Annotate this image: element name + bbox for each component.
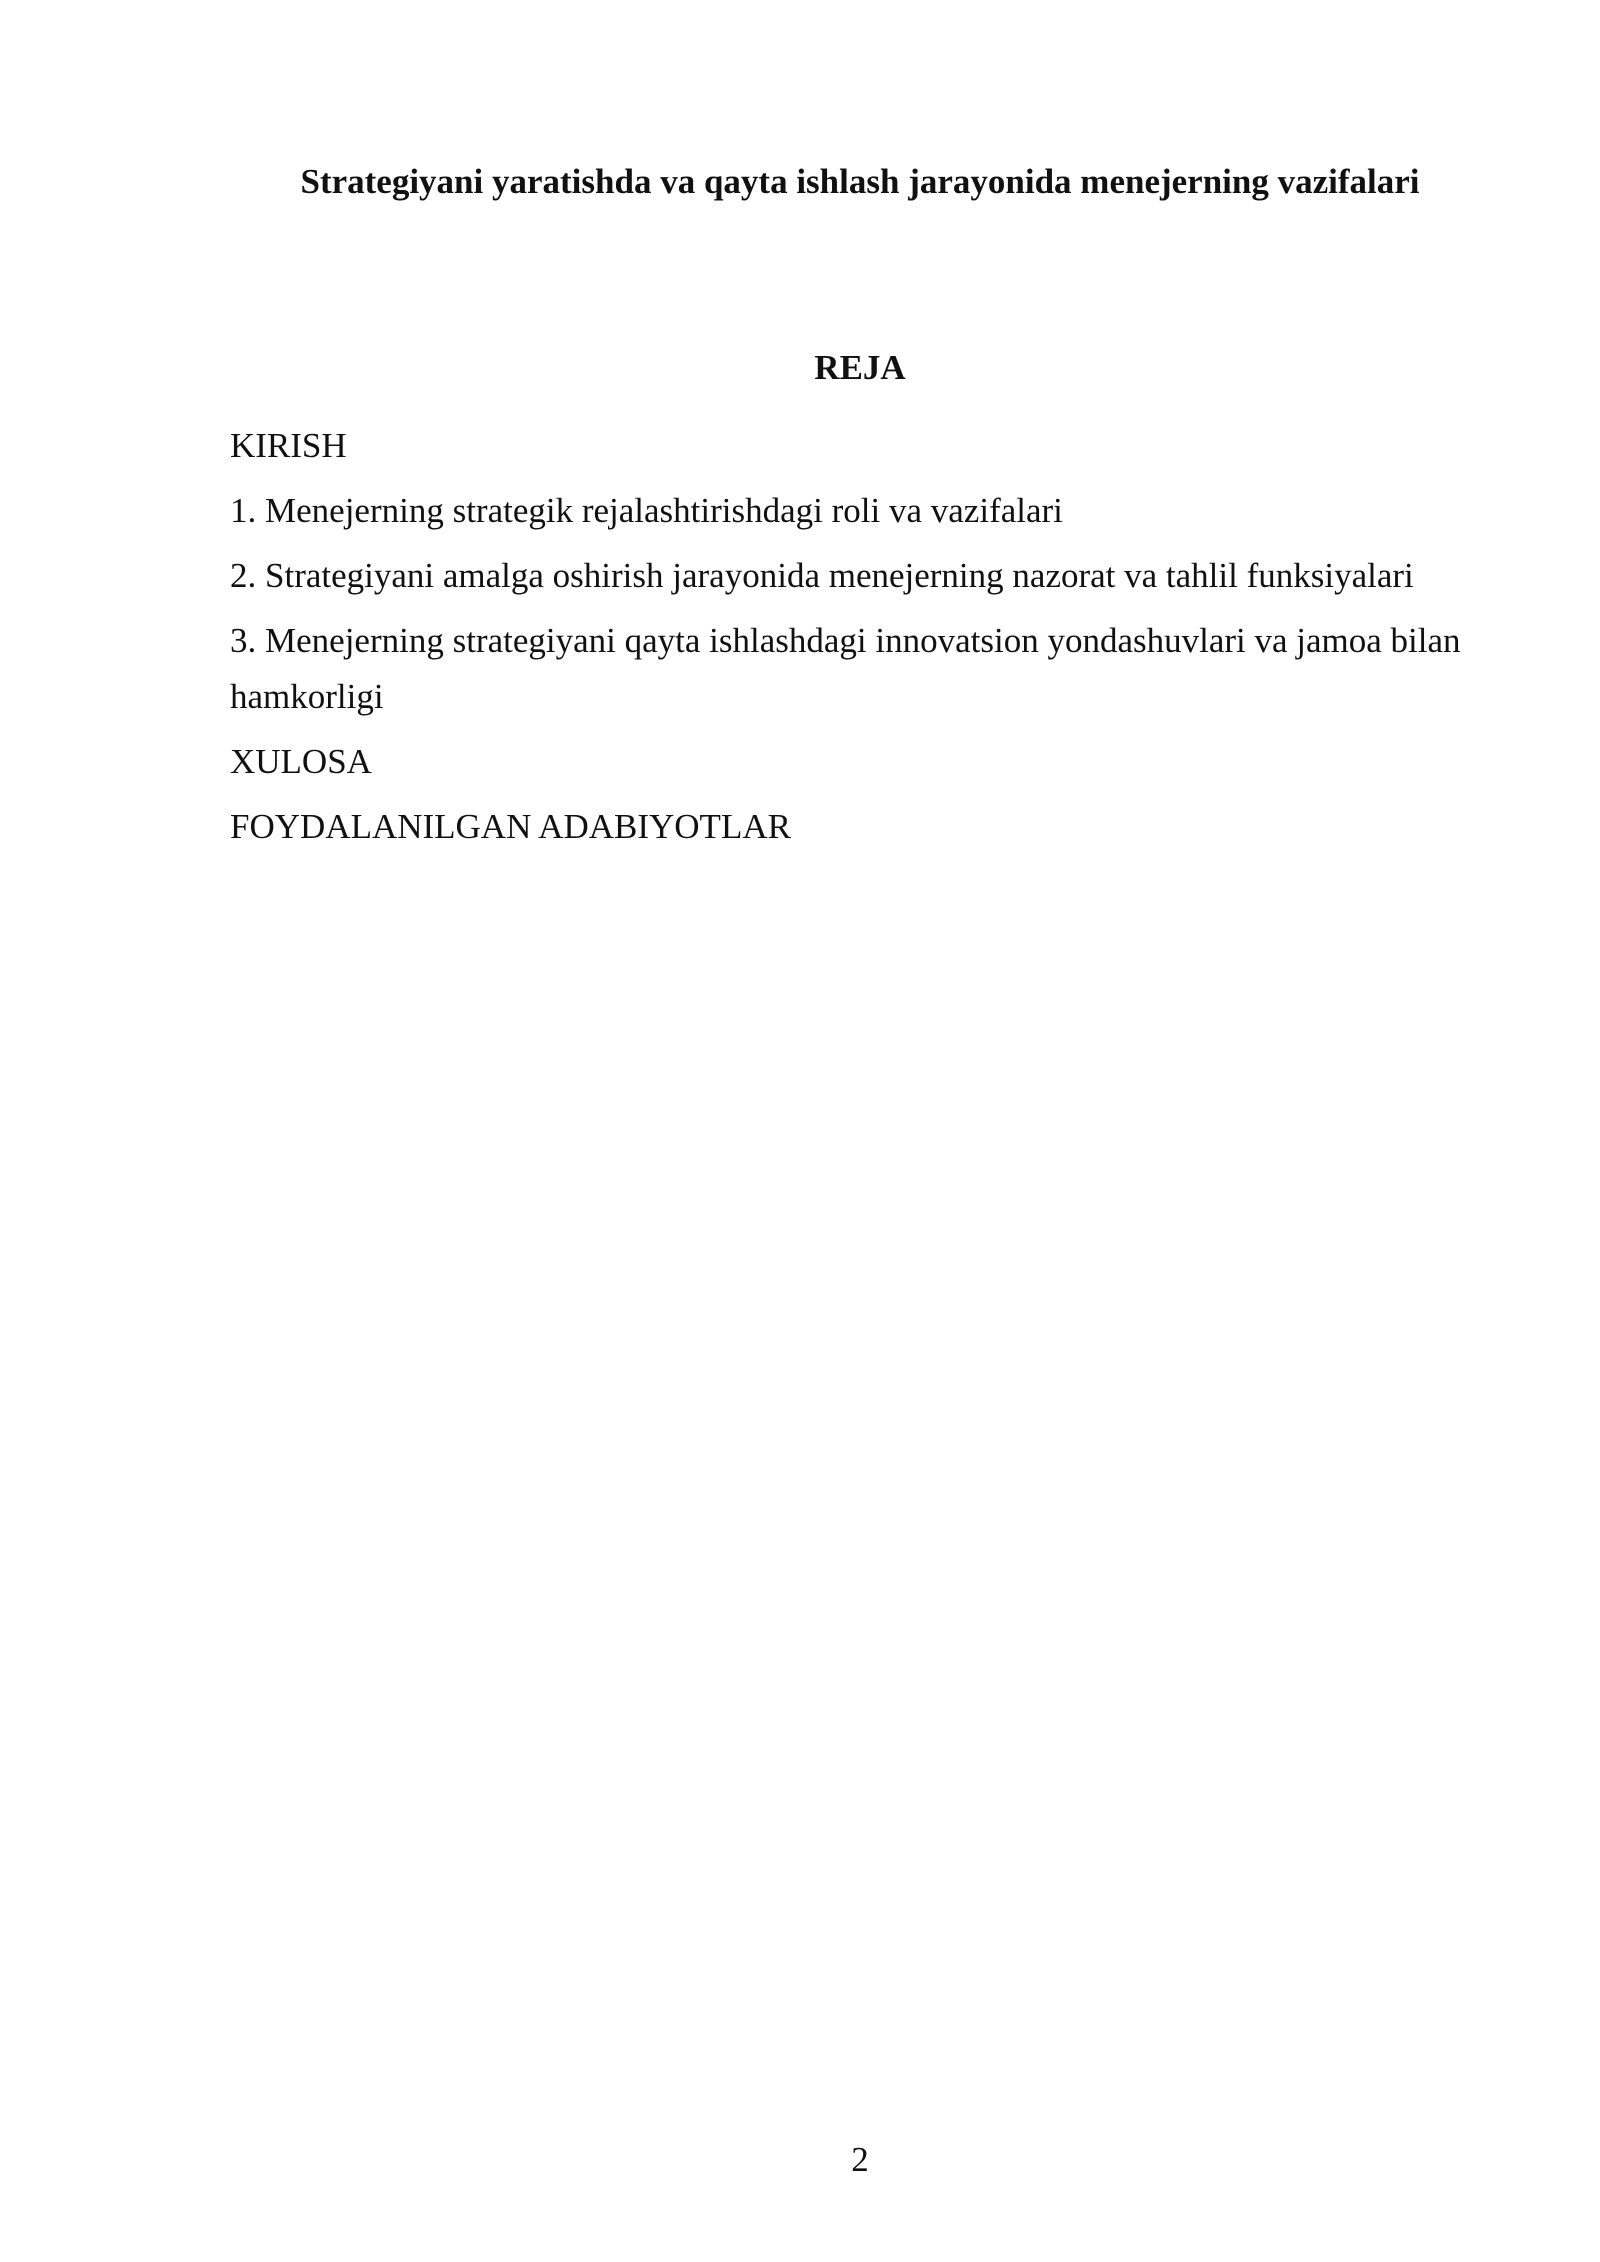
toc-item-references: FOYDALANILGAN ADABIYOTLAR <box>230 807 791 846</box>
toc-item-section-3: 3. Menejerning strategiyani qayta ishlashdagi innovatsion yondashuvlari va jamoa bilan hamkorligi <box>230 621 1461 716</box>
toc-item-section-2: 2. Strategiyani amalga oshirish jarayonida menejerning nazorat va tahlil funksiyalari <box>230 556 1414 595</box>
toc-item-section-1: 1. Menejerning strategik rejalashtirishdagi roli va vazifalari <box>230 491 1063 530</box>
toc-item-conclusion: XULOSA <box>230 742 372 781</box>
table-of-contents <box>230 418 1500 864</box>
toc-item-introduction: KIRISH <box>230 426 347 465</box>
plan-heading: REJA <box>814 348 906 387</box>
page-number: 2 <box>851 2140 869 2179</box>
document-title: Strategiyani yaratishda va qayta ishlash jarayonida menejerning vazifalari <box>300 162 1420 201</box>
